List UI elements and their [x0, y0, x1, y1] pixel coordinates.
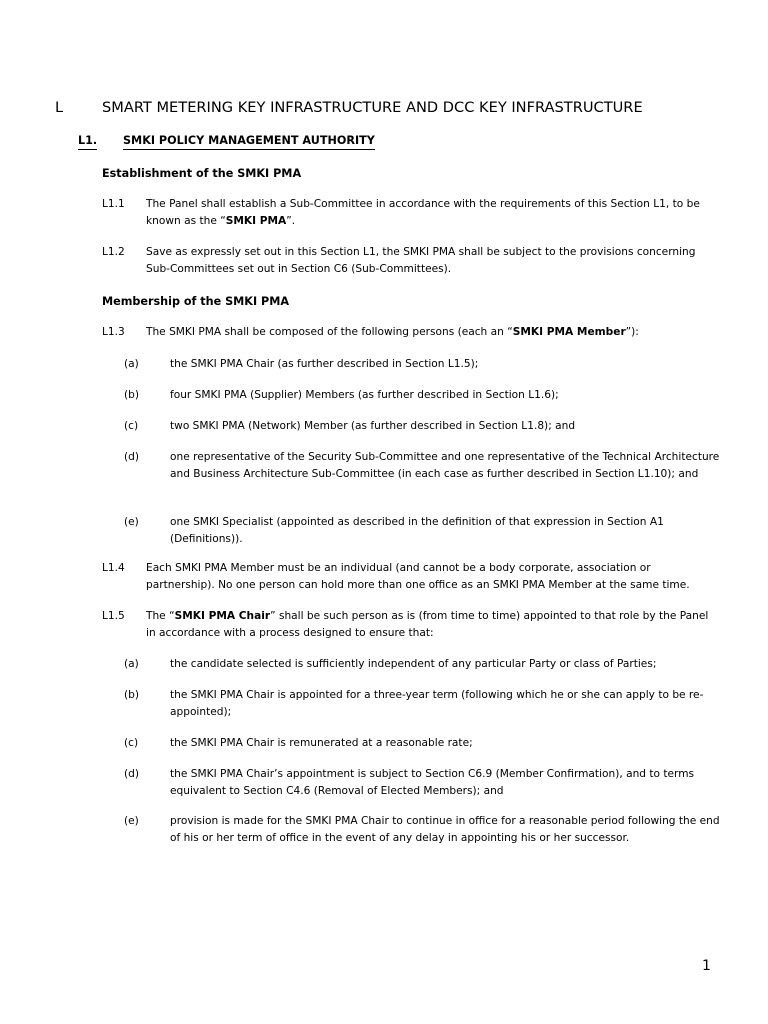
list-label: (c): [124, 420, 139, 432]
subsection-title: [123, 134, 375, 148]
subsection-number-text: L1.: [78, 134, 97, 150]
subsection-title-text: SMKI POLICY MANAGEMENT AUTHORITY: [123, 134, 375, 150]
para-number-l1-4: L1.4: [102, 562, 125, 574]
list-item-text: the SMKI PMA Chair is appointed for a three-year term (following which he or she can apply to be re-appointed);: [170, 689, 704, 718]
list-label: (b): [124, 389, 139, 401]
list-label: (a): [124, 358, 139, 370]
list-label: (d): [124, 451, 139, 463]
defined-term-smki-pma-member: SMKI PMA Member: [512, 326, 626, 338]
heading-establishment: Establishment of the SMKI PMA: [102, 167, 302, 180]
para-text-l1-2: Save as expressly set out in this Section L1, the SMKI PMA shall be subject to the provisions concerning Sub-Committees set out in Section C6 (Sub-Committees).: [146, 246, 696, 275]
section-title: SMART METERING KEY INFRASTRUCTURE AND DCC KEY INFRASTRUCTURE: [102, 99, 643, 116]
list-label: (e): [124, 815, 139, 827]
para-number-l1-3: L1.3: [102, 326, 125, 338]
para-l1-3-before: The SMKI PMA shall be composed of the following persons (each an “: [146, 326, 513, 338]
defined-term-smki-pma: SMKI PMA: [225, 215, 287, 227]
list-item-text: one SMKI Specialist (appointed as described in the definition of that expression in Section A1 (Definitions)).: [170, 516, 664, 545]
list-label: (e): [124, 516, 139, 528]
list-label: (b): [124, 689, 139, 701]
list-label: (c): [124, 737, 139, 749]
para-number-l1-2: L1.2: [102, 246, 125, 258]
defined-term-smki-pma-chair: SMKI PMA Chair: [174, 610, 271, 622]
list-item-text: one representative of the Security Sub-Committee and one representative of the Technical Architecture and Business Architecture Sub-Committee (in each case as further described in Section L1.10); and: [170, 451, 720, 480]
para-text-l1-1: [146, 196, 718, 230]
section-letter: L: [55, 99, 64, 116]
list-label: (d): [124, 768, 139, 780]
para-number-l1-1: L1.1: [102, 198, 125, 210]
para-l1-3-after: ”):: [625, 326, 639, 338]
list-item-text: the SMKI PMA Chair (as further described in Section L1.5);: [170, 358, 479, 370]
para-number-l1-5: L1.5: [102, 610, 125, 622]
list-item-text: the SMKI PMA Chair’s appointment is subject to Section C6.9 (Member Confirmation), and to terms equivalent to Section C4.6 (Removal of Elected Members); and: [170, 768, 695, 797]
para-text-l1-3: [146, 324, 718, 341]
page-number: 1: [702, 958, 711, 974]
list-item-text: four SMKI PMA (Supplier) Members (as further described in Section L1.6);: [170, 389, 559, 401]
para-l1-5-after: ” shall be such person as is (from time to time) appointed to that role by the Panel in accordance with a process designed to ensure that:: [146, 610, 709, 639]
list-item-text: provision is made for the SMKI PMA Chair to continue in office for a reasonable period following the end of his or her term of office in the event of any delay in appointing his or her successor.: [170, 815, 720, 844]
para-text-l1-4: Each SMKI PMA Member must be an individual (and cannot be a body corporate, association or partnership). No one person can hold more than one office as an SMKI PMA Member at the same time.: [146, 562, 690, 591]
para-l1-1-after: ”.: [286, 215, 296, 227]
heading-membership: Membership of the SMKI PMA: [102, 295, 290, 308]
para-l1-5-before: The “: [146, 610, 175, 622]
list-item-text: two SMKI PMA (Network) Member (as further described in Section L1.8); and: [170, 420, 576, 432]
para-text-l1-5: [146, 608, 718, 642]
subsection-number: [78, 134, 97, 148]
list-item-text: the candidate selected is sufficiently independent of any particular Party or class of Parties;: [170, 658, 657, 670]
para-l1-1-before: The Panel shall establish a Sub-Committee in accordance with the requirements of this Section L1, to be known as the “: [146, 198, 700, 227]
list-label: (a): [124, 658, 139, 670]
list-item-text: the SMKI PMA Chair is remunerated at a reasonable rate;: [170, 737, 473, 749]
